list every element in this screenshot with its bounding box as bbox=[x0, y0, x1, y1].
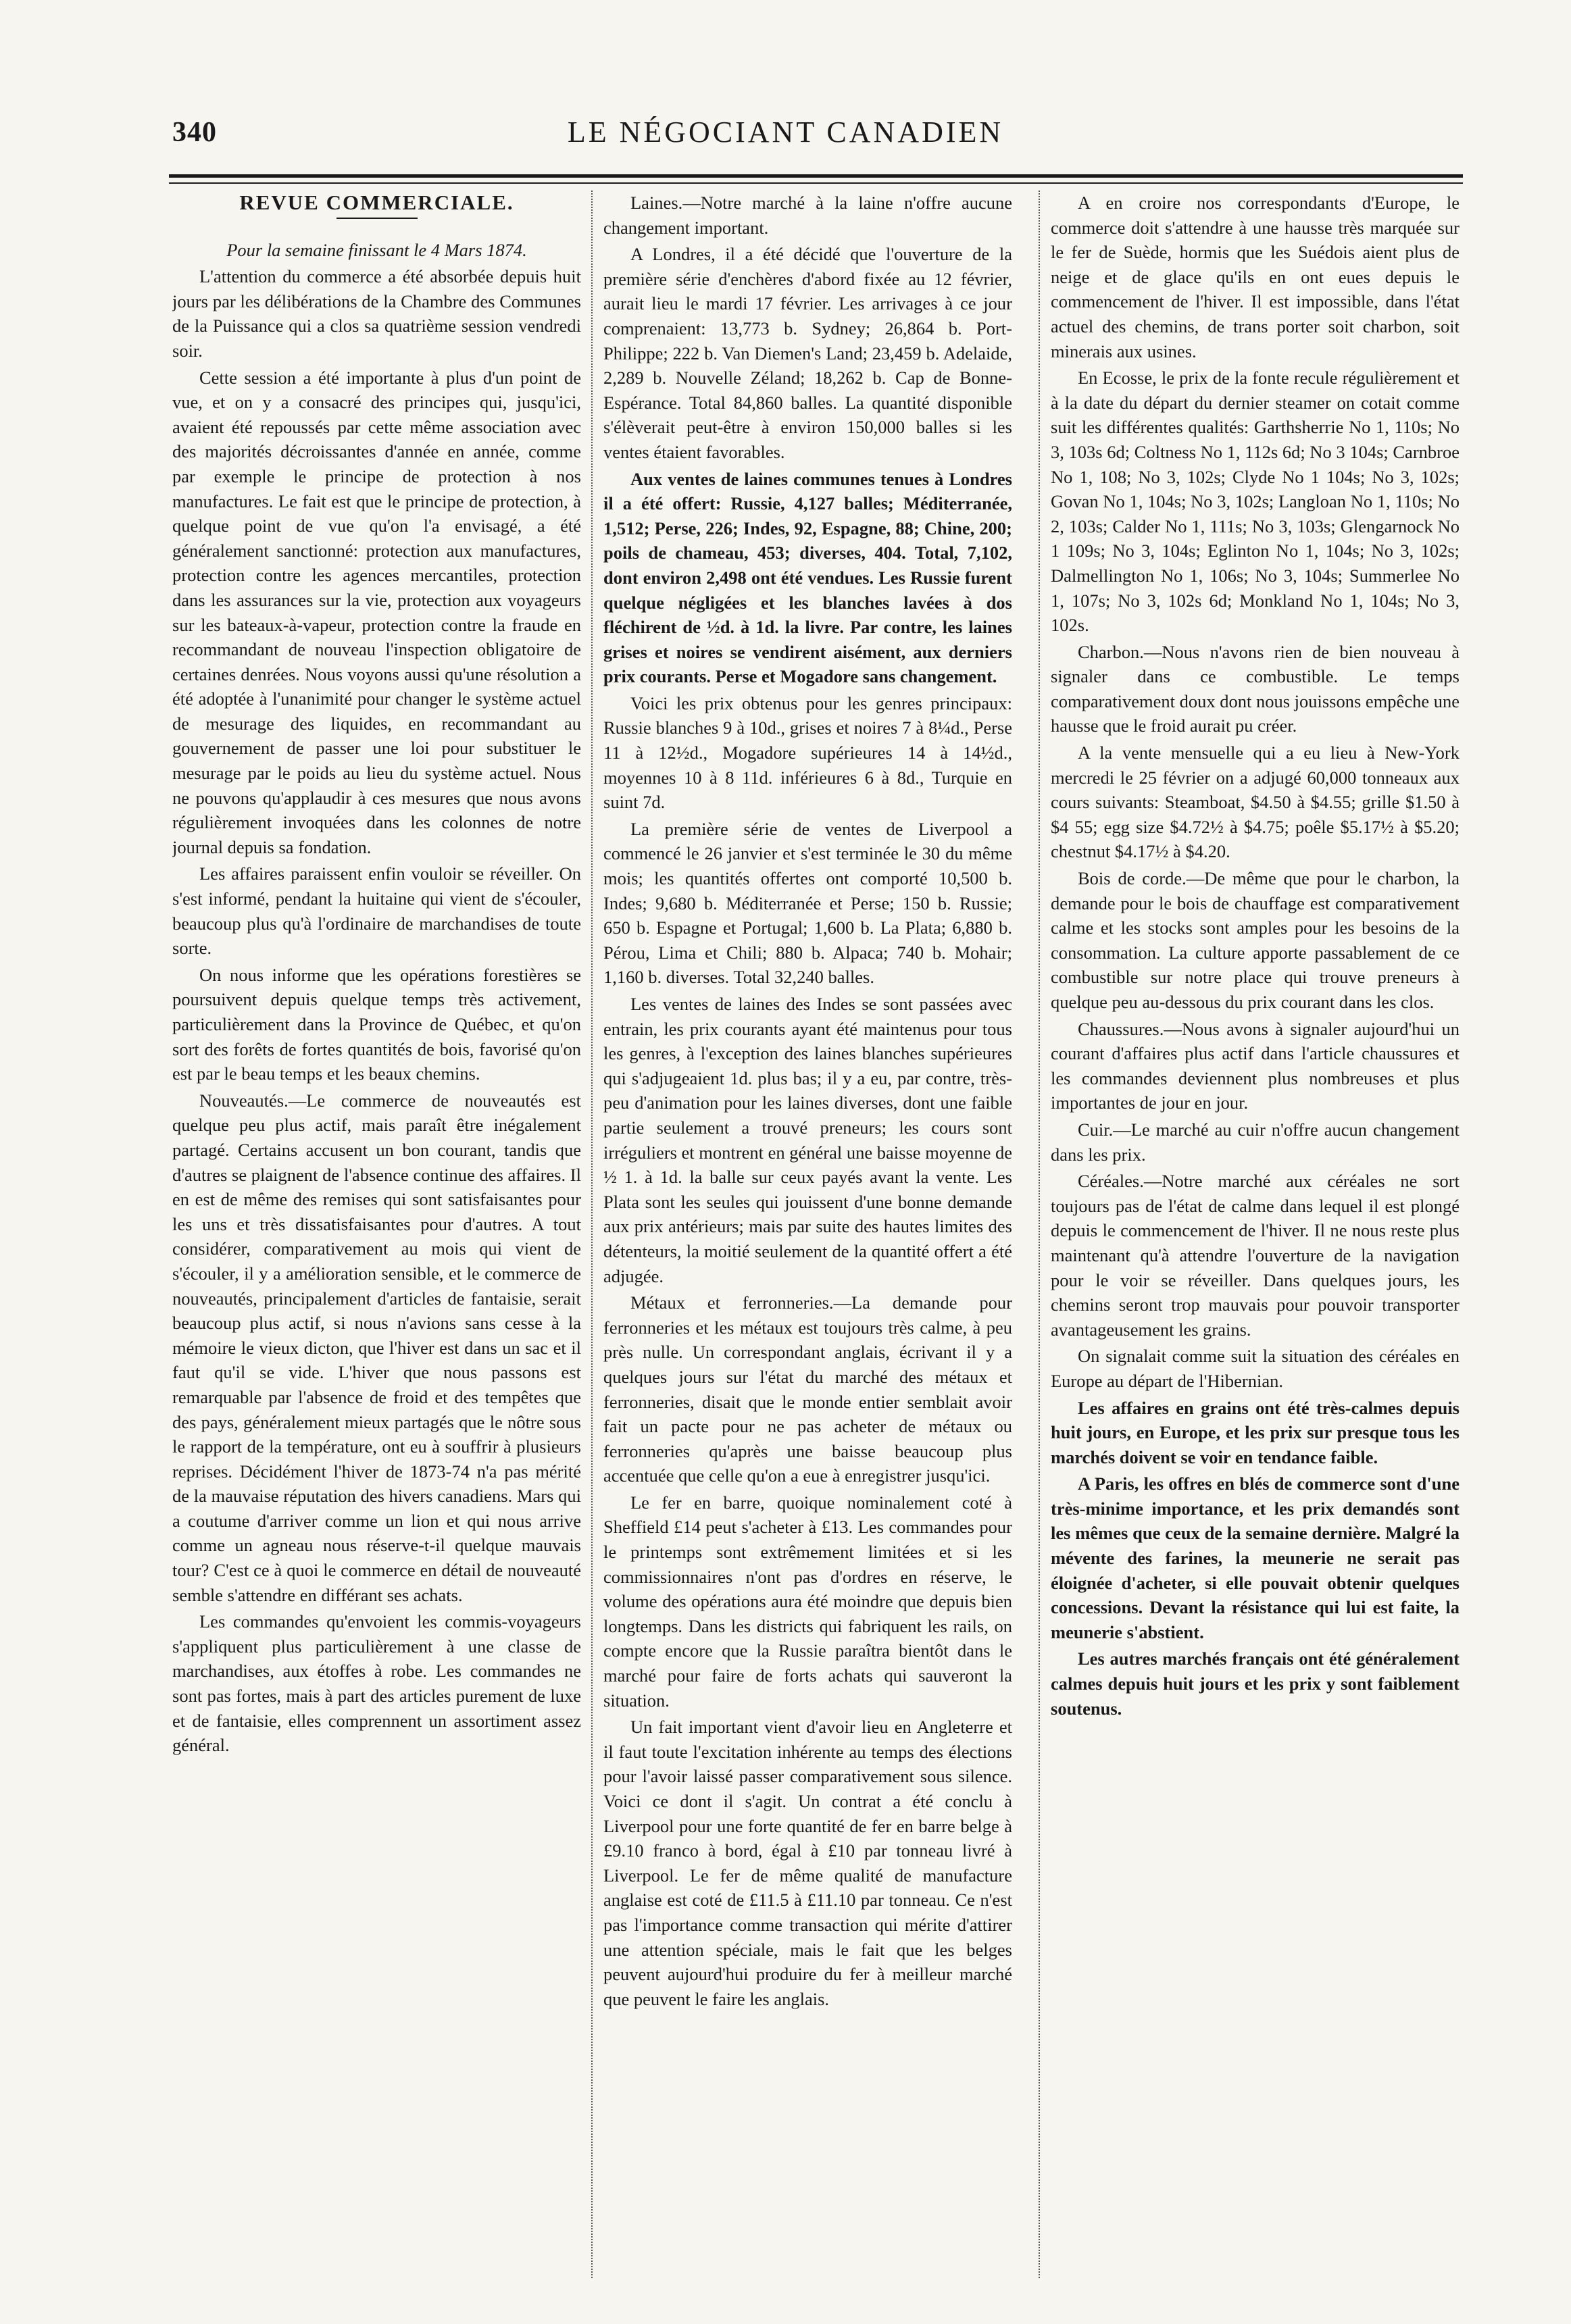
running-title: LE NÉGOCIANT CANADIEN bbox=[567, 116, 1004, 149]
paragraph: Métaux et ferronneries.—La demande pour ferronneries et les métaux est toujours très calme, à peu près nulle. Un correspondant anglais, écrivant il y a quelques jours sur l'état du marché des métaux et ferronneries, disait que le monde entier semblait avoir fait un pacte pour ne pas acheter de métaux ou ferronneries qu'après une baisse beaucoup plus accentuée que celle qu'on a eue à enregistrer jusqu'ici. bbox=[603, 1292, 1012, 1486]
section-title: REVUE COMMERCIALE. bbox=[239, 191, 514, 214]
paragraph: Nouveautés.—Le commerce de nouveautés est quelque peu plus actif, mais paraît être inégalement partagé. Certains accusent un bon courant, tandis que d'autres se plaignent de l'absence continue des affaires. Il en est de même des remises qui sont satisfaisantes pour les uns et très dissatisfaisantes pour d'autres. A tout considérer, comparativement au mois qui vient de s'écouler, il y a amélioration sensible, et le commerce de nouveautés, principalement d'articles de fantaisie, serait beaucoup plus actif, si nous n'avions sans cesse à la mémoire le vieux dicton, que l'hiver est dans un sac et il faut qu'il se vide. L'hiver que nous passons est remarquable par l'absence de froid et des tempêtes que des pays, généralement mieux partagés que le nôtre sous le rapport de la température, ont eu à souffrir à plusieurs reprises. Décidément l'hiver de 1873-74 n'a pas mérité de la mauvaise réputation des hivers canadiens. Mars qui a coutume d'arriver comme un lion et qui nous arrive comme un agneau nous réserve-t-il quelque mauvais tour? C'est ce à quoi le commerce en détail de nouveauté semble s'attendre en différant ses achats. bbox=[172, 1090, 581, 1605]
paragraph: Céréales.—Notre marché aux céréales ne sort toujours pas de l'état de calme dans lequel il est plongé depuis le commencement de l'hiver. Il ne nous reste plus maintenant qu'à attendre l'ouverture de la navigation pour le voir se réveiller. Dans quelques jours, les chemins seront trop mauvais pour pouvoir transporter avantageusement les grains. bbox=[1051, 1171, 1460, 1340]
paragraph: La première série de ventes de Liverpool a commencé le 26 janvier et s'est terminée le 30 du même mois; les quantités offertes ont comporté 10,500 b. Indes; 9,680 b. Méditerranée et Perse; 150 b. Russie; 650 b. Espagne et Portugal; 1,600 b. La Plata; 6,880 b. Pérou, Lima et Chili; 880 b. Alpaca; 740 b. Mohair; 1,160 b. diverses. Total 32,240 balles. bbox=[603, 818, 1012, 988]
paragraph: On nous informe que les opérations forestières se poursuivent depuis quelque temps très activement, particulièrement dans la Province de Québec, et qu'on sort des forêts de fortes quantités de bois, favorisé qu'on est par le beau temps et les beaux chemins. bbox=[172, 964, 581, 1084]
paragraph: Cuir.—Le marché au cuir n'offre aucun changement dans les prix. bbox=[1051, 1119, 1460, 1165]
paragraph: Charbon.—Nous n'avons rien de bien nouveau à signaler dans ce combustible. Le temps comparativement doux dont nous jouissons empêche une hausse que le froid aurait pu créer. bbox=[1051, 641, 1460, 736]
header-rule-thin bbox=[169, 182, 1463, 184]
paragraph: A la vente mensuelle qui a eu lieu à New-York mercredi le 25 février on a adjugé 60,000 tonneaux aux cours suivants: Steamboat, $4.50 à $4.55; grille $1.50 à $4 55; egg size $4.72½ à $4.75; poêle $5.17½ à $5.20; chestnut $4.17½ à $4.20. bbox=[1051, 742, 1460, 862]
paragraph: L'attention du commerce a été absorbée depuis huit jours par les délibérations de la Chambre des Communes de la Puissance qui a clos sa quatrième session vendredi soir. bbox=[172, 266, 581, 361]
paragraph: Les affaires en grains ont été très-calmes depuis huit jours, en Europe, et les prix sur presque tous les marchés doivent se voir en tendance faible. bbox=[1051, 1397, 1460, 1467]
page-number: 340 bbox=[172, 117, 217, 148]
dateline: Pour la semaine finissant le 4 Mars 1874. bbox=[226, 239, 527, 260]
paragraph: A Paris, les offres en blés de commerce sont d'une très-minime importance, et les prix demandés sont les mêmes que ceux de la semaine dernière. Malgré la mévente des farines, la meunerie ne serait pas éloignée d'acheter, si elle pouvait obtenir quelques concessions. Devant la résistance qui lui est faite, la meunerie s'abstient. bbox=[1051, 1473, 1460, 1642]
paragraph: Les ventes de laines des Indes se sont passées avec entrain, les prix courants ayant été maintenus pour tous les genres, à l'exception des laines blanches supérieures qui s'adjugeaient 1d. plus bas; il y a eu, par contre, très-peu d'animation pour les laines diverses, dont une faible partie seulement a trouvé preneurs; les cours sont irréguliers et montrent en général une baisse moyenne de ½ 1. à 1d. la balle sur ceux payés avant la vente. Les Plata sont les seules qui jouissent d'une bonne demande aux prix antérieurs; mais par suite des hautes limites des détenteurs, la moitié seulement de la quantité offert a été adjugée. bbox=[603, 994, 1012, 1286]
paragraph: Aux ventes de laines communes tenues à Londres il a été offert: Russie, 4,127 balles; Méditerranée, 1,512; Perse, 226; Indes, 92, Espagne, 88; Chine, 200; poils de chameau, 453; diverses, 404. Total, 7,102, dont environ 2,498 ont été vendues. Les Russie furent quelque négligées et les blanches lavées à dos fléchirent de ½d. à 1d. la livre. Par contre, les laines grises et noires se vendirent aisément, aux derniers prix courants. Perse et Mogadore sans changement. bbox=[603, 468, 1012, 687]
column-separator bbox=[1039, 191, 1040, 2278]
paragraph: Chaussures.—Nous avons à signaler aujourd'hui un courant d'affaires plus actif dans l'article chaussures et les commandes deviennent plus nombreuses et plus importantes de jour en jour. bbox=[1051, 1018, 1460, 1113]
paragraph: On signalait comme suit la situation des céréales en Europe au départ de l'Hibernian. bbox=[1051, 1346, 1460, 1391]
paragraph: Les autres marchés français ont été généralement calmes depuis huit jours et les prix y sont faiblement soutenus. bbox=[1051, 1648, 1460, 1719]
column-3 bbox=[1051, 191, 1460, 2298]
paragraph: Bois de corde.—De même que pour le charbon, la demande pour le bois de chauffage est comparativement calme et les stocks sont amples pour les besoins de la consommation. La culture apporte passablement de ce combustible sur notre place qui trouve preneurs à quelque peu au-dessous du prix courant dans les clos. bbox=[1051, 868, 1460, 1012]
paragraph: Le fer en barre, quoique nominalement coté à Sheffield £14 peut s'acheter à £13. Les commandes pour le printemps sont extrêmement limitées et si les commissionnaires n'ont pas d'ordres en réserve, le volume des opérations aura été moindre que depuis bien longtemps. Dans les districts qui fabriquent les rails, on compte encore que la Russie paraîtra bientôt dans le marché pour faire de forts achats qui sauveront la situation. bbox=[603, 1492, 1012, 1711]
paragraph: Cette session a été importante à plus d'un point de vue, et on y a consacré des principes qui, jusqu'ici, avaient été repoussés par cette même association avec des majorités décroissantes d'année en année, comme par exemple le principe de protection à nos manufactures. Le fait est que le principe de protection, à quelque point de vue qu'on l'a envisagé, a été généralement sanctionné: protection aux manufactures, protection contre les agences mercantiles, protection dans les assurances sur la vie, protection aux voyageurs sur les bateaux-à-vapeur, protection contre la fraude en recommandant de nouveau l'inspection obligatoire de certaines denrées. Nous voyons aussi qu'une résolution a été adoptée à l'unanimité pour changer le système actuel de mesurage des liquides, en recommandant au gouvernement de passer une loi pour substituer le mesurage par le poids au lieu du système actuel. Nous ne pouvons qu'applaudir à ces mesures que nous avons régulièrement invoquées dans les colonnes de notre journal depuis sa fondation. bbox=[172, 367, 581, 857]
paragraph: Les affaires paraissent enfin vouloir se réveiller. On s'est informé, pendant la huitaine qui vient de s'écouler, beaucoup plus qu'à l'ordinaire de marchandises de toute sorte. bbox=[172, 863, 581, 959]
column-1 bbox=[172, 191, 581, 2298]
paragraph: Laines.—Notre marché à la laine n'offre aucune changement important. bbox=[603, 193, 1012, 238]
column-2 bbox=[603, 191, 1012, 2298]
column-separator bbox=[591, 191, 593, 2278]
paragraph: Un fait important vient d'avoir lieu en Angleterre et il faut toute l'excitation inhérente au temps des élections pour l'avoir laissé passer comparativement sous silence. Voici ce dont il s'agit. Un contrat a été conclu à Liverpool pour une forte quantité de fer en barre belge à £9.10 franco à bord, égal à £10 par tonneau livré à Liverpool. Le fer de même qualité de manufacture anglaise est coté de £11.5 à £11.10 par tonneau. Ce n'est pas l'importance comme transaction qui mérite d'attirer une attention spéciale, mais le fait que les belges peuvent aujourd'hui produire du fer à meilleur marché que peuvent le faire les anglais. bbox=[603, 1717, 1012, 2009]
paragraph: Voici les prix obtenus pour les genres principaux: Russie blanches 9 à 10d., grises et noires 7 à 8¼d., Perse 11 à 12½d., Mogadore supérieures 14 à 14½d., moyennes 10 à 8 11d. inférieures 6 à 8d., Turquie en suint 7d. bbox=[603, 692, 1012, 813]
header-rule-thick bbox=[169, 174, 1463, 178]
paragraph: A Londres, il a été décidé que l'ouverture de la première série d'enchères d'abord fixée au 12 février, aurait lieu le mardi 17 février. Les arrivages à ce jour comprenaient: 13,773 b. Sydney; 26,864 b. Port-Philippe; 222 b. Van Diemen's Land; 23,459 b. Adelaide, 2,289 b. Nouvelle Zéland; 18,262 b. Cap de Bonne-Espérance. Total 84,860 balles. La quantité disponible s'élèverait peut-être à environ 150,000 balles si les ventes étaient favorables. bbox=[603, 244, 1012, 462]
paragraph: Les commandes qu'envoient les commis-voyageurs s'appliquent plus particulièrement à une classe de marchandises, aux étoffes à robe. Les commandes ne sont pas fortes, mais à part des articles purement de luxe et de fantaisie, elles comprennent un assortiment assez général. bbox=[172, 1611, 581, 1756]
paragraph: En Ecosse, le prix de la fonte recule régulièrement et à la date du départ du dernier steamer on cotait comme suit les différentes qualités: Garthsherrie No 1, 110s; No 3, 103s 6d; Coltness No 1, 112s 6d; No 3 104s; Carnbroe No 1, 108; No 3, 102s; Clyde No 1 104s; No 3, 102s; Govan No 1, 104s; No 3, 102s; Langloan No 1, 110s; No 2, 103s; Calder No 1, 111s; No 3, 103s; Glengarnock No 1 109s; No 3, 104s; Eglinton No 1, 104s; No 3, 102s; Dalmellington No 1, 106s; No 3, 104s; Summerlee No 1, 107s; No 3, 102s 6d; Monkland No 1, 104s; No 3, 102s. bbox=[1051, 368, 1460, 636]
paragraph: A en croire nos correspondants d'Europe, le commerce doit s'attendre à une hausse très marquée sur le fer de Suède, hormis que les Suédois aient plus de neige et de glace qu'ils en ont eues depuis le commencement de l'hiver. Il est impossible, dans l'état actuel des chemins, de trans porter soit charbon, soit minerais aux usines. bbox=[1051, 193, 1460, 361]
title-rule bbox=[336, 218, 418, 219]
